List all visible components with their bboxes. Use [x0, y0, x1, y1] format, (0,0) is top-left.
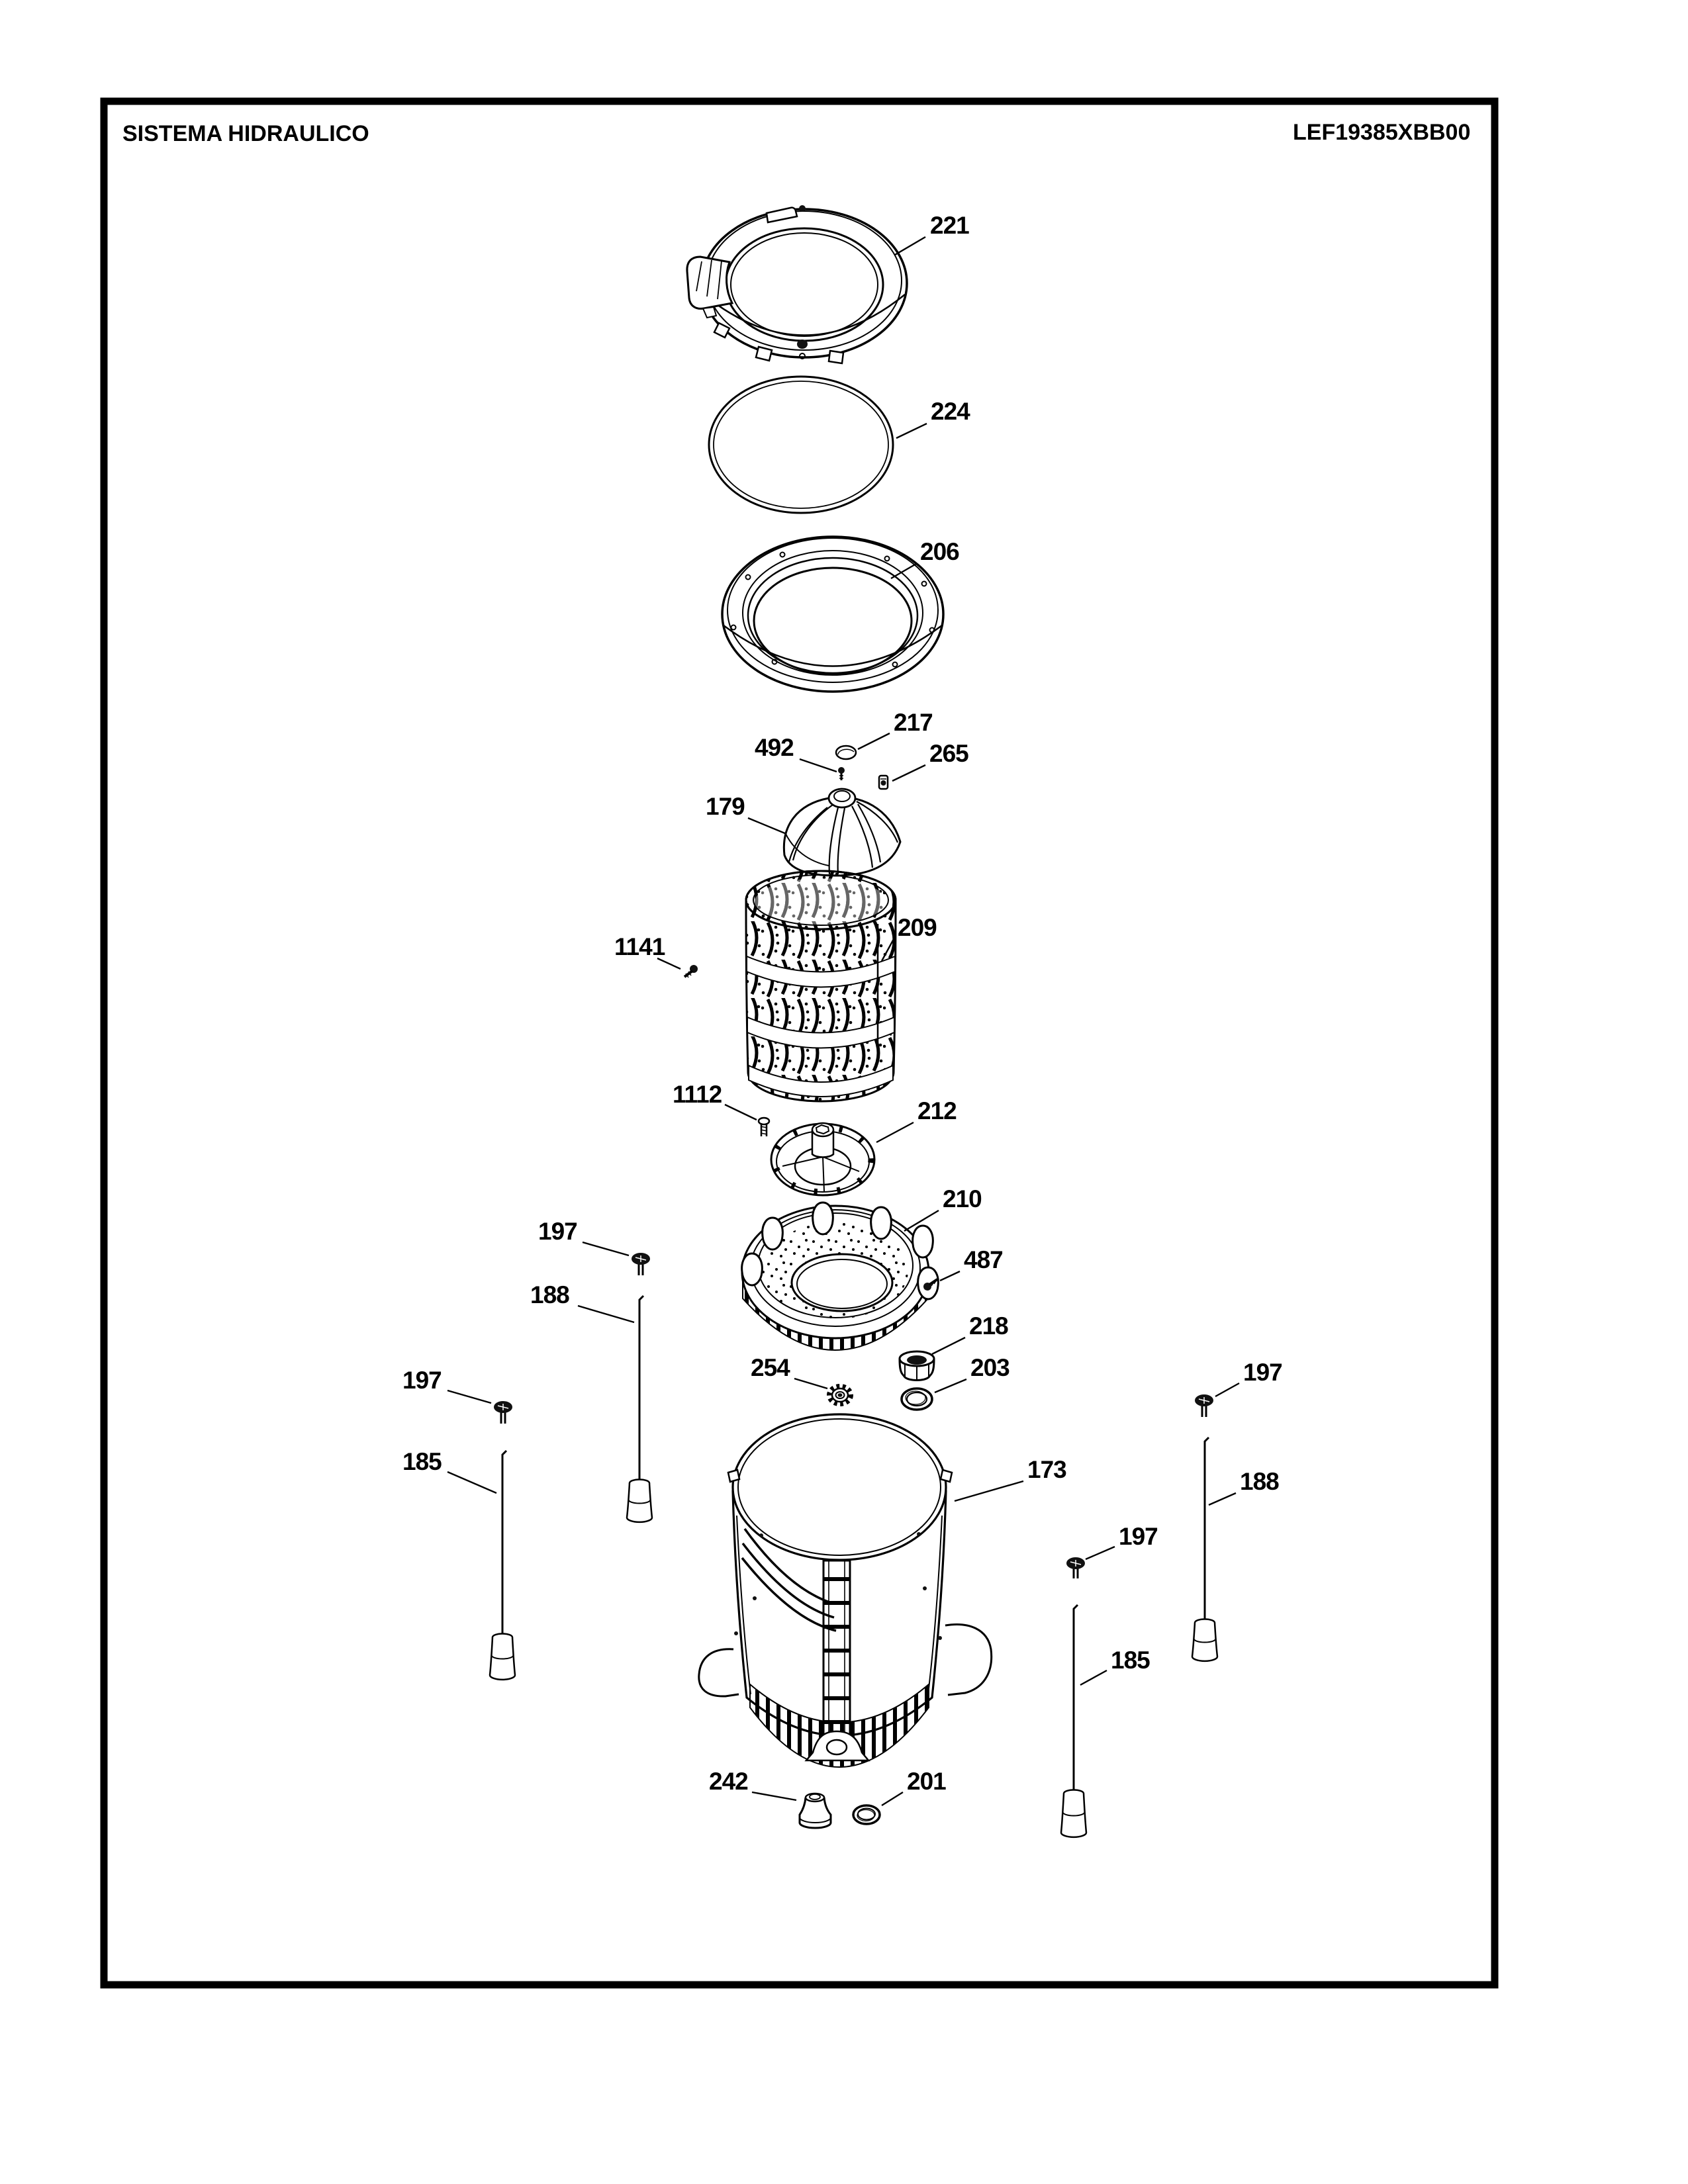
- part-hub-nut-218: [900, 1351, 934, 1381]
- part-lid-seal-224: [709, 377, 893, 513]
- part-seal-washer-203: [902, 1388, 932, 1410]
- part-balance-ring-206: [722, 537, 943, 692]
- part-hub-disc-212: [771, 1123, 874, 1195]
- part-seal-ring-201: [853, 1805, 880, 1824]
- part-clip-265: [879, 776, 888, 789]
- callout-203: 203: [970, 1354, 1009, 1381]
- part-gear-washer-254: [829, 1387, 851, 1404]
- callout-210: 210: [943, 1185, 982, 1212]
- leader-201: [882, 1792, 903, 1805]
- leader-185-left: [447, 1472, 496, 1493]
- part-wash-basket-209: [746, 871, 896, 1101]
- part-outer-tub-173: [699, 1414, 992, 1767]
- part-screw-1141: [684, 965, 698, 978]
- callout-1141: 1141: [614, 933, 665, 960]
- fastener-cap-197-left-bottom: [494, 1401, 512, 1424]
- callout-188-left: 188: [530, 1281, 569, 1308]
- part-cap-217: [836, 746, 856, 759]
- callout-487: 487: [964, 1246, 1003, 1273]
- callout-179: 179: [706, 793, 745, 820]
- callout-265: 265: [929, 740, 968, 767]
- callout-221: 221: [930, 212, 969, 239]
- fastener-cap-197-right-top: [1195, 1394, 1213, 1417]
- leader-492: [800, 759, 837, 772]
- callout-209: 209: [898, 914, 937, 941]
- callout-197-left-bottom: 197: [402, 1367, 442, 1394]
- leader-197-left-bottom: [447, 1390, 491, 1403]
- callout-197-left-top: 197: [538, 1218, 577, 1245]
- callout-217: 217: [894, 709, 933, 736]
- part-tub-cover-221: [687, 205, 907, 363]
- callout-218: 218: [969, 1312, 1008, 1340]
- leader-221: [895, 237, 925, 255]
- callout-1112: 1112: [673, 1081, 722, 1108]
- page-title: SISTEMA HIDRAULICO: [122, 121, 369, 146]
- leader-265: [892, 765, 925, 781]
- leader-206: [891, 564, 916, 578]
- leader-217: [858, 733, 890, 749]
- part-agitator-cap-179: [784, 789, 900, 876]
- suspension-rod-right-front-185: [1061, 1605, 1086, 1837]
- leader-224: [896, 424, 927, 438]
- leader-1112: [725, 1105, 757, 1120]
- callout-185-left: 185: [402, 1448, 442, 1475]
- callout-242: 242: [709, 1768, 748, 1795]
- callout-188-right: 188: [1240, 1468, 1279, 1495]
- fastener-cap-197-left-top: [632, 1253, 650, 1275]
- part-screw-492: [838, 767, 845, 780]
- leader-218: [932, 1338, 965, 1354]
- leader-212: [876, 1122, 914, 1142]
- leader-203: [935, 1379, 966, 1392]
- suspension-rod-right-rear-188: [1192, 1437, 1217, 1661]
- fastener-cap-197-right-mid: [1066, 1557, 1085, 1578]
- leader-173: [955, 1481, 1023, 1501]
- suspension-rod-left-front-185: [490, 1451, 515, 1680]
- leader-188-right: [1209, 1493, 1236, 1505]
- part-bolt-1112: [759, 1118, 769, 1136]
- leader-197-right-mid: [1086, 1547, 1115, 1559]
- part-spin-plate-210: [742, 1203, 939, 1350]
- model-code: LEF19385XBB00: [1293, 120, 1471, 145]
- callout-201: 201: [907, 1768, 946, 1795]
- leader-179: [748, 818, 786, 834]
- callout-197-right-top: 197: [1243, 1359, 1282, 1386]
- leader-185-right: [1080, 1670, 1107, 1685]
- leader-242: [752, 1792, 796, 1800]
- leader-197-right-top: [1215, 1383, 1239, 1396]
- callout-254: 254: [751, 1354, 790, 1381]
- callout-206: 206: [920, 538, 959, 565]
- tub-bracket-left: [699, 1649, 739, 1696]
- suspension-rod-left-rear-188: [627, 1296, 652, 1522]
- callout-173: 173: [1027, 1456, 1066, 1483]
- callout-224: 224: [931, 398, 970, 425]
- leader-254: [794, 1379, 827, 1388]
- callout-197-right-mid: 197: [1119, 1523, 1158, 1550]
- callout-492: 492: [755, 734, 794, 761]
- leader-188-left: [578, 1306, 634, 1322]
- callout-212: 212: [917, 1097, 957, 1124]
- leader-487: [940, 1271, 960, 1281]
- tub-bracket-right: [945, 1625, 992, 1696]
- lid-latch: [687, 257, 732, 308]
- callout-185-right: 185: [1111, 1647, 1150, 1674]
- part-damper-boot-242: [800, 1794, 831, 1828]
- leader-197-left-top: [583, 1242, 629, 1255]
